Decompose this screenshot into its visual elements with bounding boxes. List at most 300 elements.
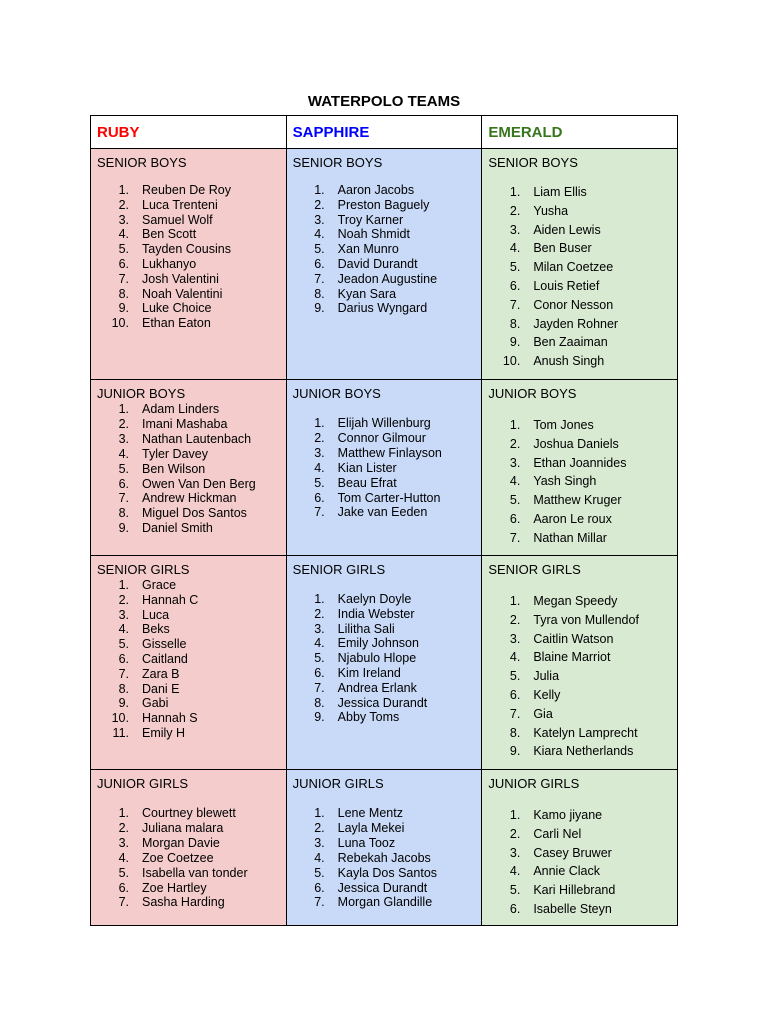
list-item: [287, 242, 482, 257]
list-item: [91, 726, 286, 741]
list-item-number: 6.: [509, 901, 521, 916]
list-item-number: 3.: [314, 212, 325, 227]
player-name: Andrea Erlank: [337, 680, 417, 695]
list-item: [482, 705, 677, 724]
player-name: Kamo jiyane: [533, 808, 603, 822]
list-item-number: 7.: [314, 505, 325, 520]
list-item-number: 5.: [509, 883, 521, 898]
list-item: [287, 881, 482, 896]
list-item: [287, 710, 482, 725]
player-name: Milan Coetzee: [533, 260, 614, 275]
list-item: [91, 447, 286, 462]
list-item-number: 5.: [509, 669, 521, 684]
list-item-number: 4.: [509, 474, 521, 489]
list-item-number: 1.: [314, 592, 325, 606]
list-item-number: 2.: [509, 612, 521, 627]
player-name: Jake van Eeden: [337, 505, 428, 520]
list-item-number: 3.: [118, 212, 129, 227]
list-item-number: 5.: [118, 637, 129, 652]
list-item-number: 5.: [118, 461, 129, 476]
list-item: [91, 637, 286, 652]
list-item-number: 3.: [118, 835, 129, 850]
player-name: Katelyn Lamprecht: [533, 725, 638, 740]
list-item: [91, 682, 286, 697]
sapphire-senior-boys-cell: [286, 149, 482, 380]
emerald-senior-girls-cell: [482, 556, 678, 770]
sapphire-player-list: [287, 806, 482, 910]
list-item: [91, 578, 286, 593]
player-name: Adam Linders: [142, 402, 220, 416]
list-item: [482, 686, 677, 705]
list-item: [91, 213, 286, 228]
player-name: Matthew Finlayson: [337, 445, 442, 460]
list-item: [287, 666, 482, 681]
player-name: Dani E: [142, 681, 180, 696]
list-item: [287, 446, 482, 461]
list-item: [287, 198, 482, 213]
player-name: Luna Tooz: [337, 835, 396, 850]
player-name: Joshua Daniels: [533, 436, 619, 451]
list-item-number: 5.: [118, 242, 129, 257]
list-item-number: 1.: [509, 418, 521, 432]
player-name: Conor Nesson: [533, 297, 614, 312]
player-name: Jessica Durandt: [337, 880, 428, 895]
list-item-number: 4.: [509, 650, 521, 665]
list-item-number: 8.: [118, 681, 129, 696]
emerald-junior-boys-cell: [482, 380, 678, 556]
list-item: [482, 724, 677, 743]
team-name-ruby: RUBY: [97, 124, 140, 141]
sapphire-section-label: JUNIOR GIRLS: [292, 776, 384, 791]
player-name: Tom Carter-Hutton: [337, 490, 441, 505]
list-item-number: 3.: [509, 631, 521, 646]
team-header-sapphire: [286, 116, 482, 149]
list-item: [482, 202, 677, 221]
sapphire-player-list: [287, 592, 482, 725]
list-item-number: 6.: [509, 687, 521, 702]
list-item-number: 6.: [118, 880, 129, 895]
list-item: [482, 900, 677, 919]
player-name: Tyra von Mullendof: [533, 612, 639, 627]
list-item-number: 3.: [118, 431, 129, 446]
list-item: [482, 277, 677, 296]
player-name: Kayla Dos Santos: [337, 865, 438, 880]
list-item: [287, 272, 482, 287]
player-name: Andrew Hickman: [142, 491, 237, 506]
list-item-number: 3.: [118, 607, 129, 622]
list-item-number: 3.: [509, 455, 521, 470]
list-item-number: 10.: [502, 354, 521, 369]
list-item-number: 6.: [118, 651, 129, 666]
team-header-ruby: [91, 116, 287, 149]
list-item: [287, 622, 482, 637]
emerald-player-list: [482, 592, 677, 761]
list-item: [91, 806, 286, 821]
list-item-number: 1.: [509, 808, 521, 822]
list-item: [91, 895, 286, 910]
list-item: [91, 198, 286, 213]
player-name: Njabulo Hlope: [337, 651, 417, 666]
player-name: Josh Valentini: [142, 271, 219, 286]
list-item: [482, 239, 677, 258]
list-item: [287, 806, 482, 821]
list-item-number: 4.: [314, 636, 325, 651]
player-name: Imani Mashaba: [142, 416, 228, 431]
player-name: Samuel Wolf: [142, 212, 213, 227]
list-item-number: 3.: [509, 222, 521, 237]
senior-boys-row: [91, 149, 678, 380]
player-name: Aaron Jacobs: [337, 183, 415, 197]
list-item: [482, 529, 677, 548]
emerald-section-label: SENIOR BOYS: [488, 155, 578, 170]
list-item-number: 7.: [118, 271, 129, 286]
player-name: Beks: [142, 622, 170, 637]
list-item: [287, 416, 482, 431]
list-item: [287, 592, 482, 607]
list-item: [482, 806, 677, 825]
player-name: Sasha Harding: [142, 895, 225, 910]
player-name: Juliana malara: [142, 820, 224, 835]
emerald-junior-girls-cell: [482, 770, 678, 926]
player-name: Kyan Sara: [337, 286, 397, 301]
list-item: [91, 417, 286, 432]
sapphire-section-label: JUNIOR BOYS: [292, 386, 381, 401]
list-item: [91, 183, 286, 198]
player-name: Caitlin Watson: [533, 631, 614, 646]
ruby-player-list: [91, 183, 286, 331]
ruby-junior-girls-cell: [91, 770, 287, 926]
list-item: [91, 242, 286, 257]
list-item-number: 3.: [314, 445, 325, 460]
list-item-number: 4.: [118, 446, 129, 461]
list-item: [482, 472, 677, 491]
player-name: Morgan Glandille: [337, 895, 433, 910]
list-item: [91, 622, 286, 637]
list-item-number: 4.: [118, 850, 129, 865]
list-item: [287, 895, 482, 910]
emerald-section-label: SENIOR GIRLS: [488, 562, 581, 577]
list-item: [287, 491, 482, 506]
list-item-number: 1.: [118, 183, 129, 197]
list-item-number: 1.: [314, 806, 325, 820]
player-name: Annie Clack: [533, 864, 601, 879]
player-name: Rebekah Jacobs: [337, 850, 431, 865]
list-item: [91, 301, 286, 316]
list-item: [482, 881, 677, 900]
list-item: [482, 648, 677, 667]
player-name: Hannah S: [142, 711, 198, 726]
player-name: Kelly: [533, 687, 561, 702]
player-name: Preston Baguely: [337, 197, 430, 212]
list-item-number: 7.: [314, 680, 325, 695]
emerald-player-list: [482, 416, 677, 548]
list-item: [91, 227, 286, 242]
list-item-number: 6.: [118, 476, 129, 491]
list-item-number: 5.: [314, 651, 325, 666]
list-item: [287, 866, 482, 881]
list-item-number: 8.: [118, 506, 129, 521]
player-name: Noah Shmidt: [337, 227, 410, 242]
player-name: Isabelle Steyn: [533, 901, 612, 916]
player-name: Kiara Netherlands: [533, 744, 634, 759]
player-name: Ethan Eaton: [142, 316, 211, 331]
list-item: [287, 696, 482, 711]
player-name: Emily Johnson: [337, 636, 419, 651]
player-name: Elijah Willenburg: [337, 416, 431, 430]
player-name: Zoe Coetzee: [142, 850, 214, 865]
list-item-number: 11.: [112, 725, 129, 740]
list-item-number: 8.: [509, 725, 521, 740]
list-item: [482, 844, 677, 863]
team-name-sapphire: SAPPHIRE: [292, 124, 370, 141]
player-name: Lilitha Sali: [337, 621, 395, 636]
senior-girls-row: [91, 556, 678, 770]
list-item-number: 5.: [314, 475, 325, 490]
list-item-number: 10.: [111, 711, 129, 726]
list-item: [287, 651, 482, 666]
list-item-number: 1.: [314, 416, 325, 430]
list-item-number: 10.: [111, 316, 129, 331]
player-name: Noah Valentini: [142, 286, 223, 301]
list-item-number: 7.: [314, 271, 325, 286]
list-item-number: 2.: [509, 436, 521, 451]
list-item-number: 3.: [314, 835, 325, 850]
player-name: Ben Scott: [142, 227, 197, 242]
list-item: [482, 592, 677, 611]
list-item-number: 6.: [509, 511, 521, 526]
list-item: [287, 213, 482, 228]
list-item-number: 2.: [314, 430, 325, 445]
player-name: Luke Choice: [142, 301, 212, 316]
player-name: David Durandt: [337, 256, 418, 271]
player-name: Nathan Millar: [533, 530, 607, 545]
player-name: Miguel Dos Santos: [142, 506, 247, 521]
list-item-number: 1.: [118, 578, 129, 592]
player-name: Jeadon Augustine: [337, 271, 438, 286]
player-name: Grace: [142, 578, 177, 592]
list-item-number: 9.: [509, 335, 521, 350]
list-item: [91, 491, 286, 506]
team-name-emerald: EMERALD: [488, 124, 563, 141]
list-item: [482, 510, 677, 529]
player-name: Connor Gilmour: [337, 430, 426, 445]
list-item: [482, 183, 677, 202]
player-name: Ethan Joannides: [533, 455, 627, 470]
list-item: [482, 296, 677, 315]
list-item: [91, 608, 286, 623]
sapphire-section-label: SENIOR GIRLS: [292, 562, 386, 577]
list-item-number: 8.: [118, 286, 129, 301]
player-name: Tayden Cousins: [142, 242, 231, 257]
sapphire-senior-girls-cell: [286, 556, 482, 770]
list-item: [91, 272, 286, 287]
list-item-number: 8.: [509, 316, 521, 331]
list-item: [91, 287, 286, 302]
list-item: [482, 352, 677, 371]
list-item-number: 2.: [118, 592, 129, 607]
list-item: [287, 476, 482, 491]
document-title: WATERPOLO TEAMS: [307, 93, 461, 110]
player-name: Jayden Rohner: [533, 316, 619, 331]
player-name: Tom Jones: [533, 418, 594, 432]
player-name: Darius Wyngard: [337, 301, 428, 316]
list-item-number: 5.: [509, 493, 521, 508]
list-item: [482, 315, 677, 334]
list-item-number: 3.: [509, 845, 521, 860]
list-item-number: 7.: [118, 491, 129, 506]
sapphire-junior-boys-cell: [286, 380, 482, 556]
player-name: Tyler Davey: [142, 446, 208, 461]
ruby-section-label: SENIOR GIRLS: [97, 562, 190, 577]
player-name: Julia: [533, 669, 560, 684]
list-item: [287, 836, 482, 851]
list-item: [482, 611, 677, 630]
player-name: Lukhanyo: [142, 256, 197, 271]
player-name: Gabi: [142, 696, 169, 711]
list-item-number: 2.: [509, 826, 521, 841]
list-item-number: 2.: [314, 820, 325, 835]
player-name: Emily H: [142, 725, 186, 740]
player-name: Caitland: [142, 651, 188, 666]
player-name: Troy Karner: [337, 212, 404, 227]
player-name: Morgan Davie: [142, 835, 220, 850]
list-item-number: 4.: [118, 227, 129, 242]
list-item-number: 7.: [118, 895, 129, 910]
list-item-number: 1.: [314, 183, 325, 197]
list-item-number: 9.: [314, 710, 325, 725]
list-item: [91, 257, 286, 272]
list-item: [482, 416, 677, 435]
player-name: Isabella van tonder: [142, 865, 248, 880]
list-item-number: 1.: [509, 185, 521, 199]
list-item: [287, 505, 482, 520]
list-item-number: 2.: [118, 197, 129, 212]
list-item-number: 7.: [314, 895, 325, 910]
list-item-number: 5.: [509, 260, 521, 275]
list-item: [482, 825, 677, 844]
player-name: Megan Speedy: [533, 594, 618, 608]
emerald-section-label: JUNIOR BOYS: [488, 386, 577, 401]
list-item: [287, 301, 482, 316]
team-header-row: [91, 116, 678, 149]
player-name: Aaron Le roux: [533, 511, 612, 526]
list-item: [91, 667, 286, 682]
list-item: [482, 667, 677, 686]
list-item-number: 6.: [509, 278, 521, 293]
teams-table: [90, 115, 678, 926]
player-name: Louis Retief: [533, 278, 600, 293]
player-name: Nathan Lautenbach: [142, 431, 252, 446]
ruby-junior-boys-cell: [91, 380, 287, 556]
ruby-section-label: SENIOR BOYS: [97, 155, 187, 170]
list-item-number: 6.: [314, 880, 325, 895]
player-name: Layla Mekei: [337, 820, 405, 835]
junior-boys-row: [91, 380, 678, 556]
player-name: Aiden Lewis: [533, 222, 601, 237]
list-item: [287, 607, 482, 622]
player-name: Courtney blewett: [142, 806, 236, 820]
junior-girls-row: [91, 770, 678, 926]
list-item-number: 3.: [314, 621, 325, 636]
list-item-number: 6.: [118, 256, 129, 271]
ruby-section-label: JUNIOR BOYS: [97, 386, 186, 401]
player-name: Hannah C: [142, 592, 199, 607]
list-item: [482, 221, 677, 240]
list-item-number: 4.: [118, 622, 129, 637]
list-item-number: 9.: [314, 301, 325, 316]
list-item: [287, 183, 482, 198]
list-item: [91, 521, 286, 536]
list-item-number: 4.: [314, 227, 325, 242]
list-item: [482, 630, 677, 649]
list-item-number: 4.: [509, 864, 521, 879]
ruby-section-label: JUNIOR GIRLS: [97, 776, 189, 791]
ruby-player-list: [91, 402, 286, 536]
player-name: Zara B: [142, 666, 180, 681]
player-name: Ben Wilson: [142, 461, 206, 476]
list-item-number: 4.: [509, 241, 521, 256]
emerald-senior-boys-cell: [482, 149, 678, 380]
player-name: Xan Munro: [337, 242, 399, 257]
list-item-number: 2.: [118, 416, 129, 431]
list-item: [91, 316, 286, 331]
player-name: Gisselle: [142, 637, 187, 652]
sapphire-player-list: [287, 416, 482, 520]
list-item-number: 5.: [314, 865, 325, 880]
player-name: Kian Lister: [337, 460, 397, 475]
list-item: [287, 681, 482, 696]
player-name: Casey Bruwer: [533, 845, 612, 860]
player-name: Lene Mentz: [337, 806, 403, 820]
list-item-number: 2.: [509, 203, 521, 218]
player-name: Ben Buser: [533, 241, 592, 256]
list-item: [287, 851, 482, 866]
list-item-number: 7.: [509, 297, 521, 312]
list-item-number: 1.: [509, 594, 521, 608]
list-item: [91, 821, 286, 836]
list-item: [91, 881, 286, 896]
player-name: Yash Singh: [533, 474, 597, 489]
player-name: Carli Nel: [533, 826, 582, 841]
list-item: [482, 333, 677, 352]
list-item-number: 5.: [118, 865, 129, 880]
sapphire-player-list: [287, 183, 482, 316]
list-item: [482, 742, 677, 761]
list-item: [482, 435, 677, 454]
list-item: [482, 454, 677, 473]
player-name: Reuben De Roy: [142, 183, 231, 197]
player-name: Jessica Durandt: [337, 695, 428, 710]
player-name: Gia: [533, 706, 553, 721]
list-item-number: 7.: [118, 666, 129, 681]
player-name: India Webster: [337, 606, 415, 621]
list-item: [287, 636, 482, 651]
ruby-player-list: [91, 806, 286, 910]
list-item-number: 6.: [314, 256, 325, 271]
list-item: [287, 821, 482, 836]
list-item: [91, 402, 286, 417]
player-name: Kim Ireland: [337, 665, 401, 680]
list-item-number: 7.: [509, 530, 521, 545]
list-item: [91, 432, 286, 447]
list-item: [482, 258, 677, 277]
player-name: Anush Singh: [533, 354, 605, 369]
list-item-number: 9.: [118, 301, 129, 316]
list-item-number: 5.: [314, 242, 325, 257]
list-item-number: 9.: [509, 744, 521, 759]
emerald-player-list: [482, 183, 677, 371]
player-name: Liam Ellis: [533, 185, 587, 199]
